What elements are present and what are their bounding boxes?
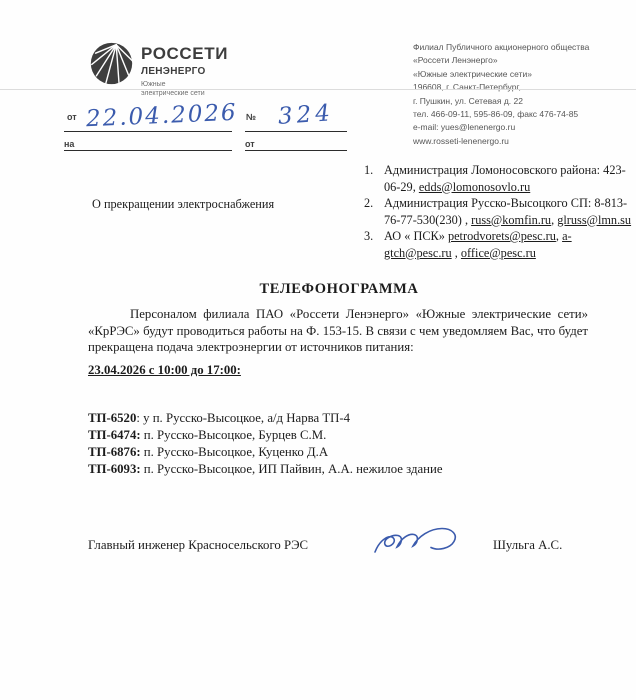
date-field-underline xyxy=(64,131,232,132)
org-line: www.rosseti-lenenergo.ru xyxy=(413,135,509,146)
org-line: Филиал Публичного акционерного общества xyxy=(413,42,590,52)
recipient-number: 1. xyxy=(364,163,374,177)
from2-field-underline xyxy=(245,150,347,151)
recipient-text-segment: АО « ПСК» xyxy=(384,229,448,243)
org-line: «Южные электрические сети» xyxy=(413,68,532,79)
handwritten-date: 22.04.2026 xyxy=(85,99,239,133)
ref-from-label: от xyxy=(67,112,77,122)
tp-description: п. Русско-Высоцкое, Куценко Д.А xyxy=(140,445,329,459)
signer-name: Шульга А.С. xyxy=(493,538,563,552)
handwritten-number: 324 xyxy=(277,100,335,130)
ref-number-label: № xyxy=(246,112,257,122)
recipient-text xyxy=(384,162,632,195)
tp-list-item xyxy=(88,461,443,478)
document-title: ТЕЛЕФОНОГРАММА xyxy=(259,281,419,297)
signature-scribble-icon xyxy=(370,522,470,564)
rosseti-logo-icon xyxy=(88,40,135,87)
recipient-text-segment: , xyxy=(451,245,461,260)
recipient-text-segment: Администрация Ломоносовского района: 423-06-29, xyxy=(384,163,626,194)
ref-from2-label: от xyxy=(245,139,255,149)
recipients-list xyxy=(364,162,632,261)
recipient-text-segment: , xyxy=(551,212,558,227)
org-line: тел. 466-09-11, 595-86-09, факс 476-74-85 xyxy=(413,109,579,120)
tp-list-item xyxy=(88,444,443,461)
recipient-email: glruss@lmn.su xyxy=(557,212,632,227)
recipient-email: petrodvorets@pesc.ru xyxy=(447,229,556,243)
recipient-email: a-gtch@pesc.ru xyxy=(384,229,572,260)
signer-position: Главный инженер Красносельского РЭС xyxy=(88,538,309,552)
tp-description: п. Русско-Высоцкое, Бурцев С.М. xyxy=(140,428,327,442)
recipient-item xyxy=(364,162,632,195)
subject-line: О прекращении электроснабжения xyxy=(92,197,275,211)
recipient-email: office@pesc.ru xyxy=(460,245,536,260)
tp-list-item xyxy=(88,410,443,427)
recipient-number: 3. xyxy=(364,229,374,243)
branch-line-2: электрические сети xyxy=(141,89,205,97)
tp-list xyxy=(88,410,443,478)
org-line: e-mail: yues@lenenergo.ru xyxy=(413,122,516,133)
org-line: 196608, г. Санкт-Петербург, xyxy=(413,82,521,93)
recipient-email: russ@komfin.ru xyxy=(471,212,552,227)
org-address-block xyxy=(413,41,628,148)
tp-list-item xyxy=(88,427,443,444)
recipient-item xyxy=(364,195,632,228)
brand-subname: ЛЕНЭНЕРГО xyxy=(141,66,206,77)
tp-code: ТП-6093: xyxy=(88,462,141,476)
recipient-text-segment: , xyxy=(555,229,563,243)
tp-description: п. Русско-Высоцкое, ИП Пайвин, А.А. нежилое здание xyxy=(140,462,443,476)
recipient-number: 2. xyxy=(364,196,374,210)
tp-code: ТП-6520 xyxy=(88,411,137,425)
tp-description: : у п. Русско-Высоцкое, а/д Нарва ТП-4 xyxy=(136,411,351,425)
header-divider xyxy=(0,89,636,90)
na-field-underline xyxy=(64,150,232,151)
brand-name: РОССЕТИ xyxy=(141,44,229,63)
branch-line-1: Южные xyxy=(141,81,166,88)
recipient-email: edds@lomonosovlo.ru xyxy=(418,179,531,194)
number-field-underline xyxy=(245,131,347,132)
tp-code: ТП-6474: xyxy=(88,428,141,442)
body-paragraph: Персоналом филиала ПАО «Россети Ленэнерго» «Южные электрические сети» «КрРЭС» будут проводиться работы на Ф. 153-15. В связи с чем уведомляем Вас, что будет прекращена подача электроэнергии от источников питания: xyxy=(88,307,588,355)
org-line: г. Пушкин, ул. Сетевая д. 22 xyxy=(413,95,523,106)
ref-na-label: на xyxy=(64,139,75,149)
recipient-text-segment: Администрация Русско-Высоцкого СП: 8-813-76-77-530(230) , xyxy=(384,196,628,227)
outage-period: 23.04.2026 с 10:00 до 17:00: xyxy=(88,363,241,377)
recipient-item xyxy=(364,228,632,261)
recipient-text xyxy=(384,228,632,261)
recipient-text xyxy=(384,195,632,228)
tp-code: ТП-6876: xyxy=(88,445,141,459)
org-line: «Россети Ленэнерго» xyxy=(413,55,498,66)
